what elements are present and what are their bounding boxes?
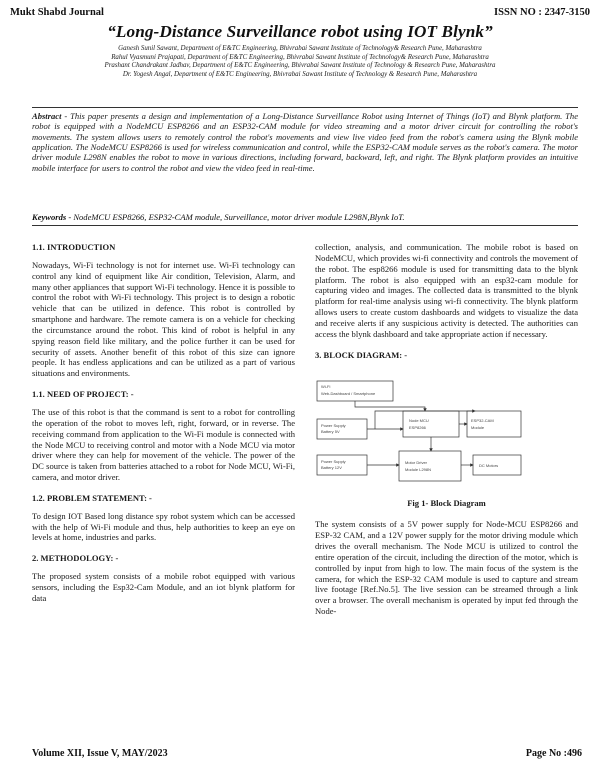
right-column [315, 242, 578, 627]
diagram-block-nodemcu [403, 411, 459, 437]
introduction-paragraph: Nowadays, Wi-Fi technology is not for internet use. Wi-Fi technology can control any kind of equipment like Air condition, Television, Alarm, and many other appliances that support Wi-Fi technology. Hence it is possible to control the robot with Wi-Fi technology. This project is to design a robotic vehicle that can be utilized in defence. This robot is controlled by smartphone and hardware. The remote camera is on a vehicle for checking the circumstance around the robot. This kind of robot is helpful in any spying reason field like military, and the police further it can be used for security of assets. Another benefit of this robot of this size can ignore people. It has endless applications and can be utilized as a part of various situations and environments. [32, 259, 295, 379]
svg-text:Module L298N: Module L298N [405, 467, 432, 473]
volume-issue: Volume XII, Issue V, MAY/2023 [32, 748, 168, 759]
svg-text:Module: Module [471, 425, 485, 431]
section-heading-methodology: 2. METHODOLOGY: - [32, 553, 119, 564]
figure-caption: Fig 1- Block Diagram [407, 498, 486, 509]
issn-number: ISSN NO : 2347-3150 [494, 7, 590, 18]
abstract-top-rule [32, 107, 578, 108]
author-line: Rahul Vyasmuni Prajapati, Department of E&TC Engineering, Bhivrabai Sawant Institute of Technology& Research Pune, Maharashtra [111, 53, 489, 61]
keywords [32, 212, 578, 222]
abstract-text: - This paper presents a design and implementation of a Long-Distance Surveillance Robot using Internet of Things (IoT) and Blynk platform. The robot is equipped with a NodeMCU ESP8266 and an ESP32-CAM module for video streaming and a motor driver circuit for controlling the robot's movements. The system allows users to remotely control the robot's movements and view live video feed from the robot's camera using the Blynk mobile application. The NodeMCU ESP8266 is used for wireless communication and control, while the ESP32-CAM module serves as the robot's camera. The motor driver module L298N enables the robot to move in various directions, including forward, backward, left, and right. The Blynk platform provides an intuitive mobile interface for users to control the robot and view the video feed in real-time. [32, 111, 578, 173]
block-diagram-svg [315, 367, 578, 491]
problem-paragraph: To design IOT Based long distance spy robot system which can be accessed with the help of Wi-Fi module and thus, help authorities to keep an eye on levels at home, industries and parks. [32, 510, 295, 543]
author-list [0, 45, 600, 79]
diagram-label-nodemcu: Node MCU [409, 418, 429, 424]
abstract [32, 111, 578, 173]
left-column [32, 242, 295, 610]
system-description-paragraph: The system consists of a 5V power supply for Node-MCU ESP8266 and ESP-32 CAM, and a 12V power supply for the motor driving module which drives the overall mechanism. The Node MCU is utilized to control the entire operation of the circuit, including the direction of the motor, which is controlled by input from high to low. The main focus of the system is the camera, for which the ESP-32 CAM module is used to capture and stream live footage [Ref.No.5]. The live session can be streamed through a link over a browser. The overall mechanism is operated by input fed through the Node- [315, 519, 578, 617]
section-heading-introduction: 1.1. INTRODUCTION [32, 242, 116, 252]
diagram-label-esp32cam: ESP32-CAM [471, 418, 494, 424]
diagram-label-power-5v: Power Supply [321, 423, 346, 429]
svg-text:Battery 5V: Battery 5V [321, 429, 340, 435]
diagram-label-power-12v: Power Supply [321, 459, 346, 465]
section-heading-need: 1.1. NEED OF PROJECT: - [32, 389, 134, 400]
author-line: Ganesh Sunil Sawant, Department of E&TC Engineering, Bhivrabai Sawant Institute of Technology& Research Pune, Maharashtra [118, 45, 482, 52]
diagram-arrow [355, 401, 425, 411]
svg-text:Battery 12V: Battery 12V [321, 465, 342, 471]
section-heading-problem: 1.2. PROBLEM STATEMENT: - [32, 492, 152, 503]
diagram-label-motor-driver: Motor Driver [405, 460, 428, 466]
journal-name: Mukt Shabd Journal [10, 7, 104, 18]
page-footer [32, 748, 582, 762]
methodology-paragraph: The proposed system consists of a mobile robot equipped with various sensors, including the Esp32-Cam Module, and an iot blynk platform for data [32, 571, 295, 603]
page-header [10, 7, 590, 21]
abstract-label: Abstract [32, 111, 62, 121]
keywords-bottom-rule [32, 225, 578, 226]
diagram-block-motor-driver [399, 451, 461, 481]
diagram-label-dc-motors: DC Motors [479, 463, 499, 469]
keywords-label: Keywords [32, 212, 67, 222]
keywords-text: - NodeMCU ESP8266, ESP32-CAM module, Surveillance, motor driver module L298N,Blynk IoT. [66, 212, 405, 222]
diagram-block-esp32cam [467, 411, 521, 437]
diagram-label-dashboard: Wi-Fi [321, 384, 331, 390]
block-diagram [315, 367, 578, 491]
methodology-continued-paragraph: collection, analysis, and communication. The mobile robot is based on NodeMCU, which provides wi-fi connectivity and controls the movement of the robot. The esp8266 module is used for transmitting data to the blynk platform. The robot is also equipped with an esp32-cam module for capturing video and images. The collected data is transmitted to the blynk platform for real-time analysis using wi-fi connectivity. The blynk platform allows users to create custom dashboards and widgets to visualize the data and receive alerts if any suspicious activity is detected. The authorities can access the blynk dashboard and take appropriate action if necessary. [315, 242, 578, 339]
svg-text:ESP8266: ESP8266 [409, 425, 426, 431]
page-number: Page No :496 [525, 748, 582, 759]
paper-title: “Long-Distance Surveillance robot using IOT Blynk” [107, 22, 493, 41]
author-line: Dr. Yogesh Angal, Department of E&TC Engineering, Bhivrabai Sawant Institute of Technology & Research Pune, Maharashtra [122, 70, 478, 78]
section-heading-block-diagram: 3. BLOCK DIAGRAM: - [315, 349, 408, 360]
svg-text:Web-Dashboard / Smartphone: Web-Dashboard / Smartphone [321, 391, 376, 397]
author-line: Prashant Chandrakant Jadhav, Department of E&TC Engineering, Bhivrabai Sawant Institute of Technology & Research Pune, Maharashtra [104, 62, 496, 70]
need-paragraph: The use of this robot is that the command is sent to a robot for controlling the operation of the robot to moves left, right, forward, or in reverse. The receiving command from application to the Wi-Fi module is connected with the Node MCU to receiving control and motor with a Node MCU via motor driver where they can help for movement of the vehicle. The power of the DC source is taken from batteries attached to a robot for Node MCU, Wi-Fi, camera, and motor driver. [32, 406, 295, 483]
